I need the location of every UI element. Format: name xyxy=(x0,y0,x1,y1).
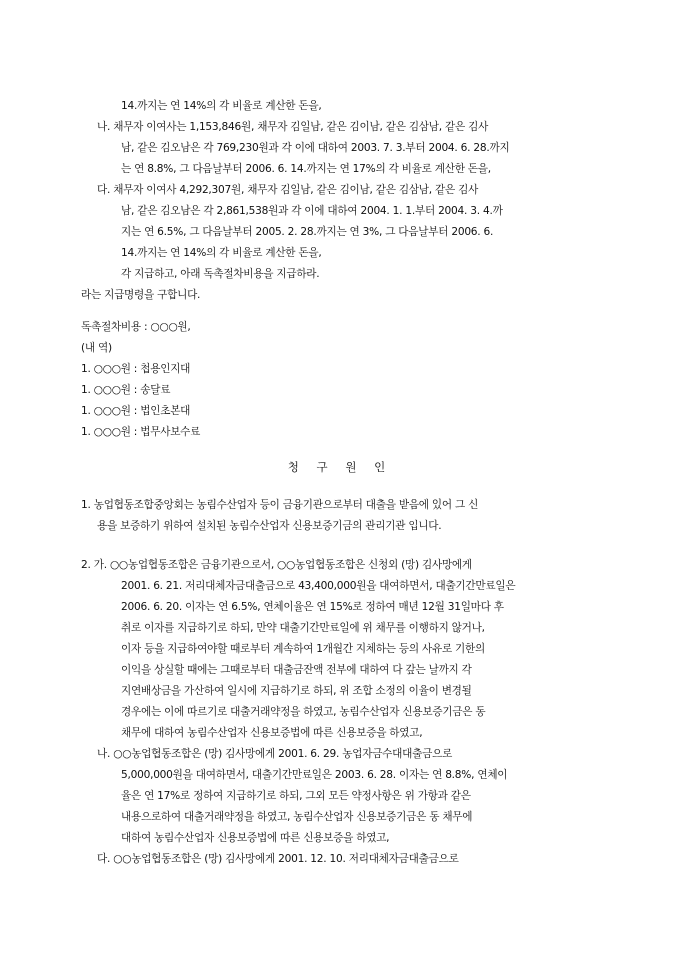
text-line: 14.까지는 연 14%의 각 비율로 계산한 돈을, xyxy=(121,100,322,112)
text-line: 14.까지는 연 14%의 각 비율로 계산한 돈을, xyxy=(121,247,322,259)
text-line: 용을 보증하기 위하여 설치된 농림수산업자 신용보증기금의 관리기관 입니다. xyxy=(97,520,442,532)
text-line: 1. ○○○원 : 법무사보수료 xyxy=(81,426,201,438)
text-line: 나. 채무자 이여사는 1,153,846원, 채무자 김일남, 같은 김이남, 같은 김삼남, 같은 김사 xyxy=(97,121,489,133)
text-line: 율은 연 17%로 정하여 지급하기로 하되, 그외 모든 약정사항은 위 가항과 같은 xyxy=(121,790,471,802)
text-line: 2001. 6. 21. 저리대체자금대출금으로 43,400,000원을 대여하면서, 대출기간만료일은 xyxy=(121,580,516,592)
text-line: 남, 같은 김오남은 각 769,230원과 각 이에 대하여 2003. 7. 3.부터 2004. 6. 28.까지 xyxy=(121,142,510,154)
text-line: 1. ○○○원 : 송달료 xyxy=(81,384,171,396)
text-line: 채무에 대하여 농림수산업자 신용보증법에 따른 신용보증을 하였고, xyxy=(121,727,423,739)
text-line: 내용으로하여 대출거래약정을 하였고, 농림수산업자 신용보증기금은 동 채무에 xyxy=(121,811,473,823)
text-line: 2006. 6. 20. 이자는 연 6.5%, 연체이율은 연 15%로 정하여 매년 12월 31일마다 후 xyxy=(121,601,504,613)
text-line: 독촉절차비용 : ○○○원, xyxy=(81,321,191,333)
text-line: 다. ○○농업협동조합은 (망) 김사망에게 2001. 12. 10. 저리대체자금대출금으로 xyxy=(97,853,459,865)
text-line: 경우에는 이에 따르기로 대출거래약정을 하였고, 농림수산업자 신용보증기금은 동 xyxy=(121,706,486,718)
text-line: 는 연 8.8%, 그 다음날부터 2006. 6. 14.까지는 연 17%의 각 비율로 계산한 돈을, xyxy=(121,163,491,175)
section-title: 청 구 원 인 xyxy=(287,460,393,474)
text-line: 라는 지급명령을 구합니다. xyxy=(81,289,201,301)
text-line: (내 역) xyxy=(81,342,112,354)
text-line: 이자 등을 지급하여야할 때로부터 계속하여 1개월간 지체하는 등의 사유로 기한의 xyxy=(121,643,486,655)
text-line: 대하여 농림수산업자 신용보증법에 따른 신용보증을 하였고, xyxy=(121,832,390,844)
text-line: 남, 같은 김오남은 각 2,861,538원과 각 이에 대하여 2004. 1. 1.부터 2004. 3. 4.까 xyxy=(121,205,503,217)
text-line: 2. 가. ○○농업협동조합은 금융기관으로서, ○○농업협동조합은 신청외 (망) 김사망에게 xyxy=(81,559,472,571)
text-line: 5,000,000원을 대여하면서, 대출기간만료일은 2003. 6. 28. 이자는 연 8.8%, 연체이 xyxy=(121,769,508,781)
text-line: 각 지급하고, 아래 독촉절차비용을 지급하라. xyxy=(121,268,320,280)
text-line: 취로 이자를 지급하기로 하되, 만약 대출기간만료일에 위 채무를 이행하지 않거나, xyxy=(121,622,485,634)
text-line: 1. ○○○원 : 첩용인지대 xyxy=(81,363,191,375)
text-line: 1. 농업협동조합중앙회는 농림수산업자 등이 금융기관으로부터 대출을 받음에 있어 그 신 xyxy=(81,499,479,511)
text-line: 이익을 상실할 때에는 그때로부터 대출금잔액 전부에 대하여 다 갚는 날까지 각 xyxy=(121,664,472,676)
text-line: 나. ○○농업협동조합은 (망) 김사망에게 2001. 6. 29. 농업자금수대대출금으로 xyxy=(97,748,453,760)
text-line: 지연배상금을 가산하여 일시에 지급하기로 하되, 위 조합 소정의 이율이 변경될 xyxy=(121,685,472,697)
text-line: 다. 채무자 이여사 4,292,307원, 채무자 김일남, 같은 김이남, 같은 김삼남, 같은 김사 xyxy=(97,184,479,196)
text-line: 지는 연 6.5%, 그 다음날부터 2005. 2. 28.까지는 연 3%, 그 다음날부터 2006. 6. xyxy=(121,226,494,238)
text-line: 1. ○○○원 : 법인초본대 xyxy=(81,405,191,417)
